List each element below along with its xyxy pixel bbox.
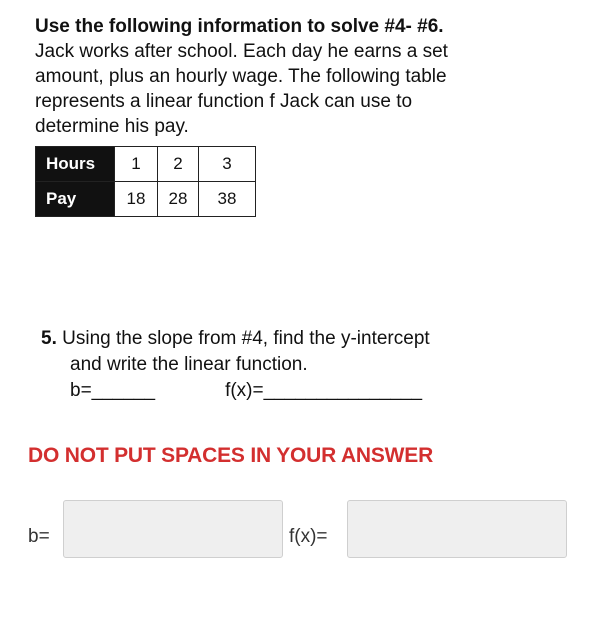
- question-number: 5.: [41, 328, 57, 349]
- intro-text: [35, 14, 575, 139]
- table-cell: 2: [158, 147, 199, 182]
- b-answer-label: b=: [28, 526, 50, 547]
- table-cell: 1: [115, 147, 158, 182]
- question-5: [41, 326, 430, 404]
- table-cell: 28: [158, 182, 199, 217]
- intro-line-1: Jack works after school. Each day he earns a set: [35, 41, 448, 62]
- row-header-pay: Pay: [36, 182, 115, 217]
- table-cell: 38: [199, 182, 256, 217]
- f-answer-input[interactable]: [347, 500, 567, 558]
- f-answer-label: f(x)=: [289, 526, 328, 547]
- intro-line-4: determine his pay.: [35, 116, 189, 137]
- b-prompt: b=______: [70, 380, 156, 401]
- table-cell: 18: [115, 182, 158, 217]
- instructions-heading: Use the following information to solve #4- #6.: [35, 16, 444, 37]
- hours-pay-table: [35, 146, 256, 217]
- table-row-pay: [36, 182, 256, 217]
- table-row-hours: [36, 147, 256, 182]
- table-cell: 3: [199, 147, 256, 182]
- question-5-line-2: and write the linear function.: [70, 354, 308, 375]
- f-prompt: f(x)=_______________: [225, 380, 423, 401]
- no-spaces-warning: DO NOT PUT SPACES IN YOUR ANSWER: [28, 444, 434, 467]
- intro-line-3: represents a linear function f Jack can use to: [35, 91, 413, 112]
- b-answer-input[interactable]: [63, 500, 283, 558]
- question-5-line-1: Using the slope from #4, find the y-intercept: [62, 328, 430, 349]
- question-5-prompts: [41, 378, 430, 404]
- intro-line-2: amount, plus an hourly wage. The following table: [35, 66, 447, 87]
- row-header-hours: Hours: [36, 147, 115, 182]
